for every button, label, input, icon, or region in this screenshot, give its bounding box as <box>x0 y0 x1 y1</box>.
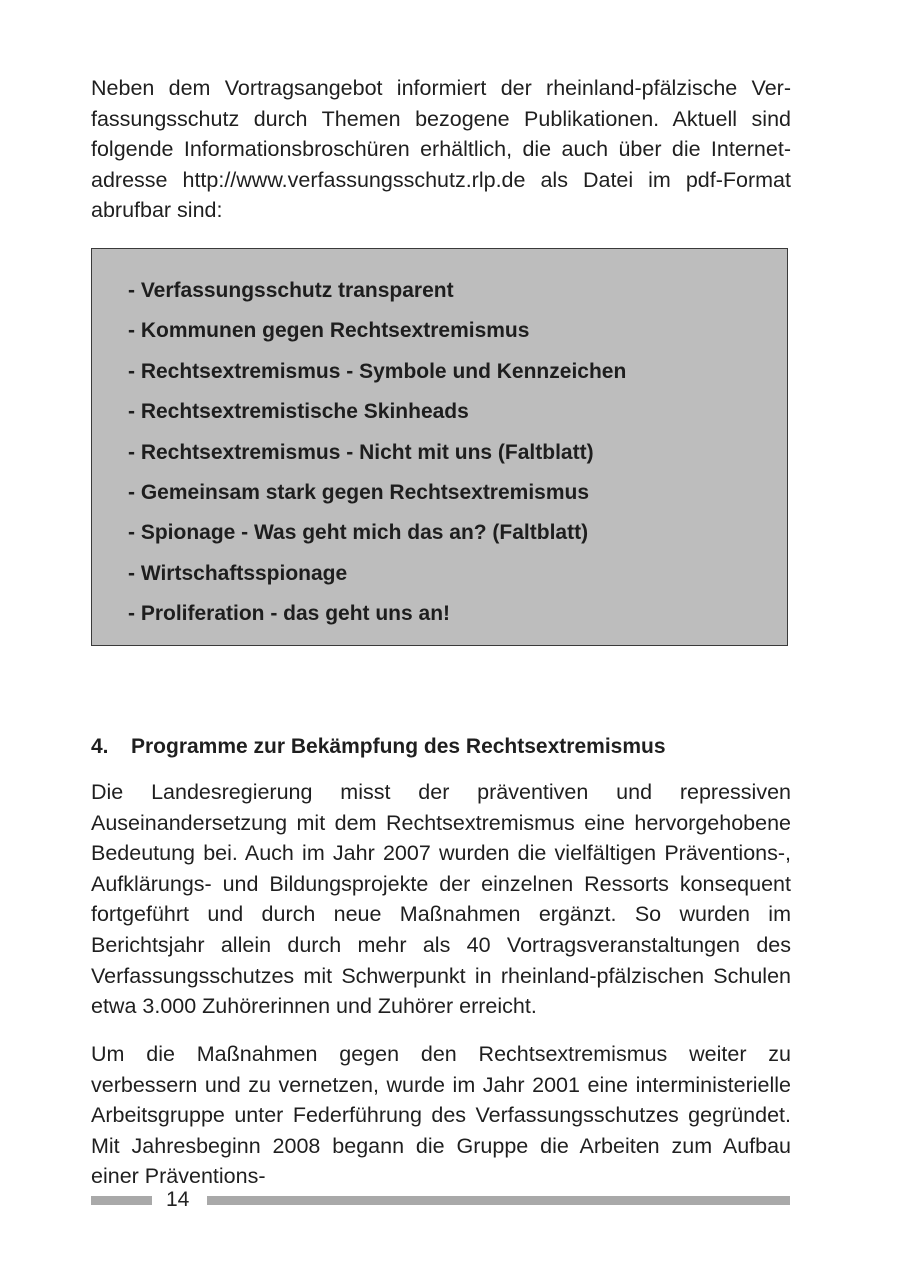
publications-box <box>91 248 788 646</box>
section-paragraph: Die Landesregierung misst der präventiven und repressiven Auseinandersetzung mit dem Rechtsextremismus eine hervorgehobene Bedeutung bei. Auch im Jahr 2007 wurden die vielfältigen Präventions-, Aufklärungs- und Bildungsprojekte der einzelnen Ressorts konsequent fortgeführt und durch neue Maßnahmen ergänzt. So wurden im Berichtsjahr allein durch mehr als 40 Vortragsveranstaltungen des Verfassungsschutzes mit Schwerpunkt in rheinland-pfälzischen Schulen etwa 3.000 Zuhörerinnen und Zuhörer erreicht. <box>91 780 791 1019</box>
page-number: 14 <box>166 1188 190 1211</box>
section-heading <box>91 732 666 762</box>
publication-item: - Wirtschaftsspionage <box>128 561 348 585</box>
publication-item: - Gemeinsam stark gegen Rechtsextremismus <box>128 480 590 504</box>
publication-item: - Verfassungsschutz transparent <box>128 279 454 302</box>
publication-item: - Rechtsextremismus - Symbole und Kennzeichen <box>128 359 627 383</box>
publications-list <box>128 271 626 635</box>
section-title: Programme zur Bekämpfung des Rechtsextremismus <box>131 735 666 758</box>
intro-paragraph: Neben dem Vortragsangebot informiert der rheinland-pfälzische Verfassungsschutz durch Themen bezogene Publikationen. Aktuell sind folgende Informationsbroschüren erhältlich, die auch über die Internetadresse http://www.verfassungsschutz.rlp.de als Datei im pdf-Format abrufbar sind: <box>91 76 791 223</box>
publication-item: - Spionage - Was geht mich das an? (Faltblatt) <box>128 521 589 545</box>
publication-item: - Rechtsextremismus - Nicht mit uns (Faltblatt) <box>128 440 594 464</box>
section-number: 4. <box>91 735 109 758</box>
section-paragraph: Um die Maßnahmen gegen den Rechtsextremismus weiter zu verbessern und zu vernetzen, wurde im Jahr 2001 eine interministerielle Arbeitsgruppe unter Federführung des Verfassungsschutzes gegründet. Mit Jahresbeginn 2008 begann die Gruppe die Arbeiten zum Aufbau einer Präventions- <box>91 1042 791 1189</box>
footer-rule-left <box>91 1196 152 1205</box>
footer-rule-right <box>207 1196 790 1205</box>
publication-item: - Proliferation - das geht uns an! <box>128 602 451 626</box>
publication-item: - Rechtsextremistische Skinheads <box>128 400 469 424</box>
publication-item: - Kommunen gegen Rechtsextremismus <box>128 319 530 343</box>
